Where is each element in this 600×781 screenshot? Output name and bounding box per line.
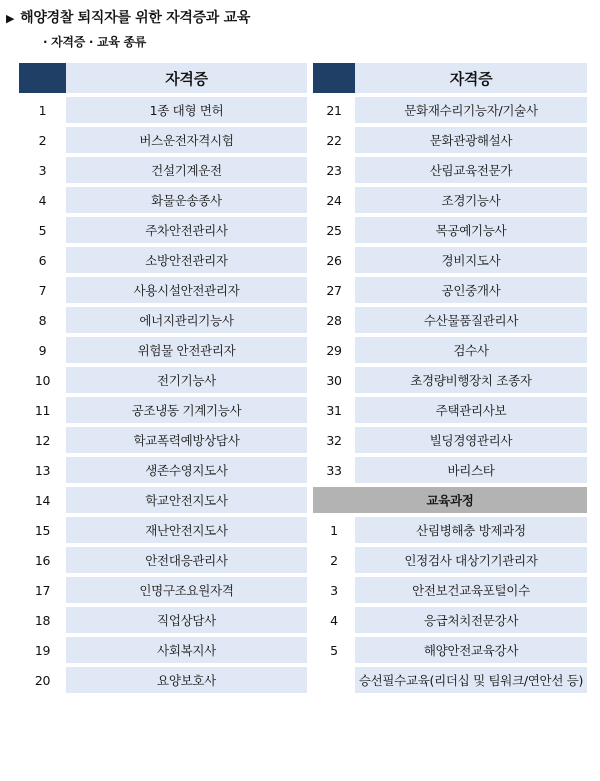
certification-name-left: 생존수영지도사 xyxy=(66,457,307,483)
certification-name-right: 검수사 xyxy=(355,337,587,363)
triangle-bullet-icon: ▶ xyxy=(6,12,15,25)
table-row xyxy=(19,427,587,453)
row-number-left: 14 xyxy=(19,487,66,513)
row-number-right: 5 xyxy=(307,637,355,663)
certification-name-right: 경비지도사 xyxy=(355,247,587,273)
row-number-left: 17 xyxy=(19,577,66,603)
row-number-left: 6 xyxy=(19,247,66,273)
certification-name-right: 빌딩경영관리사 xyxy=(355,427,587,453)
row-number-right: 24 xyxy=(307,187,355,213)
certification-name-left: 주차안전관리사 xyxy=(66,217,307,243)
row-number-right: 26 xyxy=(307,247,355,273)
row-number-right: 30 xyxy=(307,367,355,393)
page-subtitle: · 자격증 · 교육 종류 xyxy=(43,35,147,49)
row-number-left: 15 xyxy=(19,517,66,543)
table-row xyxy=(19,457,587,483)
row-number-left: 5 xyxy=(19,217,66,243)
certification-name-left: 전기기능사 xyxy=(66,367,307,393)
certification-name-left: 사용시설안전관리자 xyxy=(66,277,307,303)
certification-name-right: 바리스타 xyxy=(355,457,587,483)
certification-name-left: 위험물 안전관리자 xyxy=(66,337,307,363)
certification-name-right: 주택관리사보 xyxy=(355,397,587,423)
row-number-right: 22 xyxy=(307,127,355,153)
row-number-right: 4 xyxy=(307,607,355,633)
table-row xyxy=(19,637,587,663)
table-row xyxy=(19,667,587,693)
certification-name-left: 소방안전관리자 xyxy=(66,247,307,273)
table-row xyxy=(19,157,587,183)
certification-name-left: 공조냉동 기계기능사 xyxy=(66,397,307,423)
row-number-left: 4 xyxy=(19,187,66,213)
certification-table xyxy=(19,59,587,697)
header-label-right: 자격증 xyxy=(355,63,587,93)
row-number-left: 8 xyxy=(19,307,66,333)
row-number-right: 25 xyxy=(307,217,355,243)
certification-name-left: 요양보호사 xyxy=(66,667,307,693)
table-row xyxy=(19,577,587,603)
page-title-row xyxy=(6,7,250,27)
table-row xyxy=(19,607,587,633)
table-row xyxy=(19,277,587,303)
table-row xyxy=(19,517,587,543)
certification-name-right: 문화관광해설사 xyxy=(355,127,587,153)
certification-name-left: 화물운송종사 xyxy=(66,187,307,213)
certification-name-right: 인정검사 대상기기관리자 xyxy=(355,547,587,573)
certification-name-right: 목공예기능사 xyxy=(355,217,587,243)
row-number-left: 11 xyxy=(19,397,66,423)
row-number-right: 28 xyxy=(307,307,355,333)
row-number-left: 19 xyxy=(19,637,66,663)
certification-name-right: 초경량비행장치 조종자 xyxy=(355,367,587,393)
row-number-left: 13 xyxy=(19,457,66,483)
row-number-left: 10 xyxy=(19,367,66,393)
certification-name-right: 수산물품질관리사 xyxy=(355,307,587,333)
row-number-right: 32 xyxy=(307,427,355,453)
certification-name-left: 건설기계운전 xyxy=(66,157,307,183)
table-row xyxy=(19,307,587,333)
page-title: 해양경찰 퇴직자를 위한 자격증과 교육 xyxy=(20,10,251,26)
certification-name-right: 문화재수리기능자/기술사 xyxy=(355,97,587,123)
table-row xyxy=(19,337,587,363)
header-label-left: 자격증 xyxy=(66,63,307,93)
certification-name-left: 1종 대형 면허 xyxy=(66,97,307,123)
row-number-right: 1 xyxy=(307,517,355,543)
header-number-cell-left xyxy=(19,63,66,93)
table-row xyxy=(19,97,587,123)
row-number-left: 3 xyxy=(19,157,66,183)
certification-name-left: 에너지관리기능사 xyxy=(66,307,307,333)
row-number-right xyxy=(307,667,355,693)
row-number-left: 9 xyxy=(19,337,66,363)
table-row xyxy=(19,547,587,573)
table-row xyxy=(19,217,587,243)
row-number-right: 31 xyxy=(307,397,355,423)
header-number-cell-right xyxy=(307,63,355,93)
table-row xyxy=(19,187,587,213)
certification-table-body xyxy=(19,63,587,693)
certification-name-right: 산림교육전문가 xyxy=(355,157,587,183)
row-number-left: 16 xyxy=(19,547,66,573)
row-number-right: 21 xyxy=(307,97,355,123)
certification-name-left: 직업상담사 xyxy=(66,607,307,633)
row-number-left: 18 xyxy=(19,607,66,633)
row-number-right: 29 xyxy=(307,337,355,363)
row-number-left: 20 xyxy=(19,667,66,693)
table-row xyxy=(19,487,587,513)
row-number-left: 12 xyxy=(19,427,66,453)
row-number-left: 1 xyxy=(19,97,66,123)
certification-name-left: 재난안전지도사 xyxy=(66,517,307,543)
row-number-right: 33 xyxy=(307,457,355,483)
certification-name-right: 산림병해충 방제과정 xyxy=(355,517,587,543)
table-header-row xyxy=(19,63,587,93)
row-number-right: 23 xyxy=(307,157,355,183)
certification-name-right: 조경기능사 xyxy=(355,187,587,213)
row-number-right: 3 xyxy=(307,577,355,603)
certification-name-right: 승선필수교육(리더십 및 팀워크/연안선 등) xyxy=(355,667,587,693)
certification-name-left: 사회복지사 xyxy=(66,637,307,663)
certification-name-right: 해양안전교육강사 xyxy=(355,637,587,663)
table-row xyxy=(19,247,587,273)
certification-name-left: 안전대응관리사 xyxy=(66,547,307,573)
certification-name-left: 버스운전자격시험 xyxy=(66,127,307,153)
table-row xyxy=(19,397,587,423)
row-number-left: 7 xyxy=(19,277,66,303)
certification-name-right: 공인중개사 xyxy=(355,277,587,303)
table-row xyxy=(19,367,587,393)
certification-name-right: 응급처치전문강사 xyxy=(355,607,587,633)
section-header-education: 교육과정 xyxy=(307,487,587,513)
row-number-left: 2 xyxy=(19,127,66,153)
table-row xyxy=(19,127,587,153)
row-number-right: 27 xyxy=(307,277,355,303)
certification-name-left: 인명구조요원자격 xyxy=(66,577,307,603)
row-number-right: 2 xyxy=(307,547,355,573)
certification-name-left: 학교폭력예방상담사 xyxy=(66,427,307,453)
certification-name-left: 학교안전지도사 xyxy=(66,487,307,513)
certification-name-right: 안전보건교육포털이수 xyxy=(355,577,587,603)
